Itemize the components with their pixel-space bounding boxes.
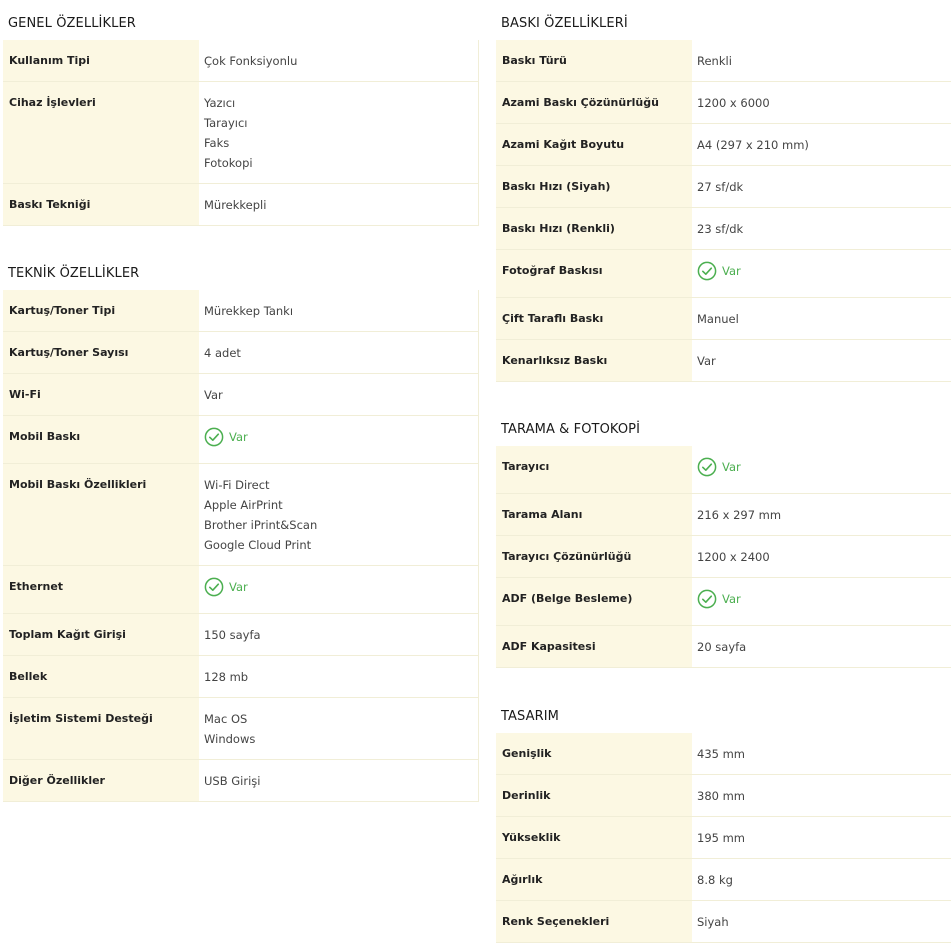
spec-key: ADF Kapasitesi [496,626,692,668]
spec-value-line: A4 (297 x 210 mm) [697,138,809,152]
spec-row [496,626,951,668]
spec-key: Mobil Baskı Özellikleri [3,464,199,566]
spec-value-line: 20 sayfa [697,640,747,654]
spec-row [496,494,951,536]
spec-row [496,446,951,494]
section-technical [3,250,479,802]
spec-value-line: Tarayıcı [204,116,248,130]
section-design [496,693,951,943]
spec-row [496,578,951,626]
spec-value-line: 128 mb [204,670,249,684]
spec-row [3,464,479,566]
spec-value-line: Mürekkep Tankı [204,304,294,318]
spec-row [496,166,951,208]
spec-row [496,208,951,250]
spec-value-line: 1200 x 6000 [697,96,770,110]
spec-key: Azami Baskı Çözünürlüğü [496,82,692,124]
spec-value [692,775,951,817]
spec-value [199,698,479,760]
spec-row [3,566,479,614]
spec-value-line: 4 adet [204,346,241,360]
spec-value [692,626,951,668]
spec-row [496,298,951,340]
spec-value [692,578,951,626]
spec-row [496,40,951,82]
spec-key: Baskı Tekniği [3,184,199,226]
spec-key: İşletim Sistemi Desteği [3,698,199,760]
spec-value [692,82,951,124]
spec-key: Wi-Fi [3,374,199,416]
spec-key: Cihaz İşlevleri [3,82,199,184]
right-column [496,0,951,943]
spec-table-general [3,40,479,226]
section-title-print: BASKI ÖZELLİKLERİ [501,16,628,31]
spec-value-line: Wi-Fi Direct [204,478,270,492]
spec-key: Kartuş/Toner Sayısı [3,332,199,374]
spec-key: ADF (Belge Besleme) [496,578,692,626]
spec-value [199,464,479,566]
spec-value-line: USB Girişi [204,774,261,788]
check-value [697,457,741,477]
spec-key: Baskı Hızı (Renkli) [496,208,692,250]
spec-value-line: Mürekkepli [204,198,267,212]
spec-value-line: Manuel [697,312,739,326]
spec-row [3,40,479,82]
spec-row [3,290,479,332]
spec-table-technical [3,290,479,802]
spec-key: Yükseklik [496,817,692,859]
check-circle-icon [204,427,224,447]
spec-key: Genişlik [496,733,692,775]
spec-value [692,40,951,82]
check-circle-icon [697,589,717,609]
spec-value [692,901,951,943]
spec-row [496,124,951,166]
spec-value-line: 435 mm [697,747,746,761]
spec-value [199,332,479,374]
spec-key: Tarama Alanı [496,494,692,536]
spec-value [199,614,479,656]
spec-value [692,166,951,208]
spec-row [496,536,951,578]
section-title-general: GENEL ÖZELLİKLER [8,16,136,31]
section-title-design: TASARIM [501,709,559,724]
spec-row [496,817,951,859]
spec-value-line: Windows [204,732,256,746]
spec-value-line: 27 sf/dk [697,180,744,194]
spec-row [496,82,951,124]
spec-key: Kullanım Tipi [3,40,199,82]
spec-table-scan [496,446,951,668]
spec-key: Çift Taraflı Baskı [496,298,692,340]
spec-key: Kenarlıksız Baskı [496,340,692,382]
spec-key: Mobil Baskı [3,416,199,464]
spec-value-line: Apple AirPrint [204,498,283,512]
spec-value-line: 150 sayfa [204,628,261,642]
spec-value-line: 195 mm [697,831,746,845]
spec-value-line: Çok Fonksiyonlu [204,54,298,68]
spec-table-design [496,733,951,943]
spec-row [3,416,479,464]
spec-key: Baskı Hızı (Siyah) [496,166,692,208]
spec-key: Baskı Türü [496,40,692,82]
spec-value-line: Yazıcı [204,96,236,110]
spec-value [199,566,479,614]
spec-table-print [496,40,951,382]
spec-value-line: Var [697,354,716,368]
spec-row [3,184,479,226]
spec-value-line: Faks [204,136,230,150]
spec-row [3,332,479,374]
spec-row [3,760,479,802]
spec-value-line: Siyah [697,915,729,929]
spec-value [692,340,951,382]
left-column [3,0,479,802]
spec-key: Tarayıcı [496,446,692,494]
spec-value [692,817,951,859]
spec-key: Tarayıcı Çözünürlüğü [496,536,692,578]
spec-value [692,733,951,775]
check-value [204,577,248,597]
spec-value-line: Google Cloud Print [204,538,312,552]
spec-value [199,184,479,226]
spec-value [199,760,479,802]
spec-key: Ethernet [3,566,199,614]
spec-key: Bellek [3,656,199,698]
section-title-technical: TEKNİK ÖZELLİKLER [8,266,140,281]
spec-value [692,208,951,250]
spec-value-line: Fotokopi [204,156,253,170]
spec-value [199,416,479,464]
spec-value-line: Renkli [697,54,732,68]
check-circle-icon [697,457,717,477]
spec-key: Azami Kağıt Boyutu [496,124,692,166]
spec-key: Fotoğraf Baskısı [496,250,692,298]
spec-key: Derinlik [496,775,692,817]
section-general [3,0,479,226]
spec-value [199,374,479,416]
check-value [697,589,741,609]
spec-row [3,698,479,760]
spec-row [496,250,951,298]
spec-value [692,250,951,298]
spec-row [496,733,951,775]
spec-key: Kartuş/Toner Tipi [3,290,199,332]
spec-value-text: Var [229,580,248,594]
spec-value [692,494,951,536]
spec-row [496,859,951,901]
spec-row [3,82,479,184]
spec-value [199,82,479,184]
section-scan [496,406,951,668]
spec-value [199,290,479,332]
spec-value [692,859,951,901]
check-circle-icon [697,261,717,281]
spec-value-text: Var [229,430,248,444]
spec-row [3,614,479,656]
section-print [496,0,951,382]
spec-row [496,775,951,817]
spec-key: Ağırlık [496,859,692,901]
spec-value [692,536,951,578]
spec-value-line: 8.8 kg [697,873,733,887]
spec-value [199,40,479,82]
spec-value-text: Var [722,264,741,278]
spec-value-line: 1200 x 2400 [697,550,770,564]
spec-value-line: Brother iPrint&Scan [204,518,318,532]
spec-row [496,901,951,943]
section-title-scan: TARAMA & FOTOKOPİ [501,422,641,437]
spec-value [692,298,951,340]
spec-value [199,656,479,698]
spec-row [3,656,479,698]
spec-row [3,374,479,416]
spec-value-line: Mac OS [204,712,248,726]
spec-value-text: Var [722,592,741,606]
check-value [204,427,248,447]
spec-row [496,340,951,382]
spec-value [692,124,951,166]
spec-value-line: 380 mm [697,789,746,803]
check-circle-icon [204,577,224,597]
spec-key: Renk Seçenekleri [496,901,692,943]
spec-key: Toplam Kağıt Girişi [3,614,199,656]
spec-value-line: 23 sf/dk [697,222,744,236]
check-value [697,261,741,281]
spec-value-line: Var [204,388,223,402]
spec-value-text: Var [722,460,741,474]
spec-value [692,446,951,494]
spec-value-line: 216 x 297 mm [697,508,782,522]
spec-key: Diğer Özellikler [3,760,199,802]
